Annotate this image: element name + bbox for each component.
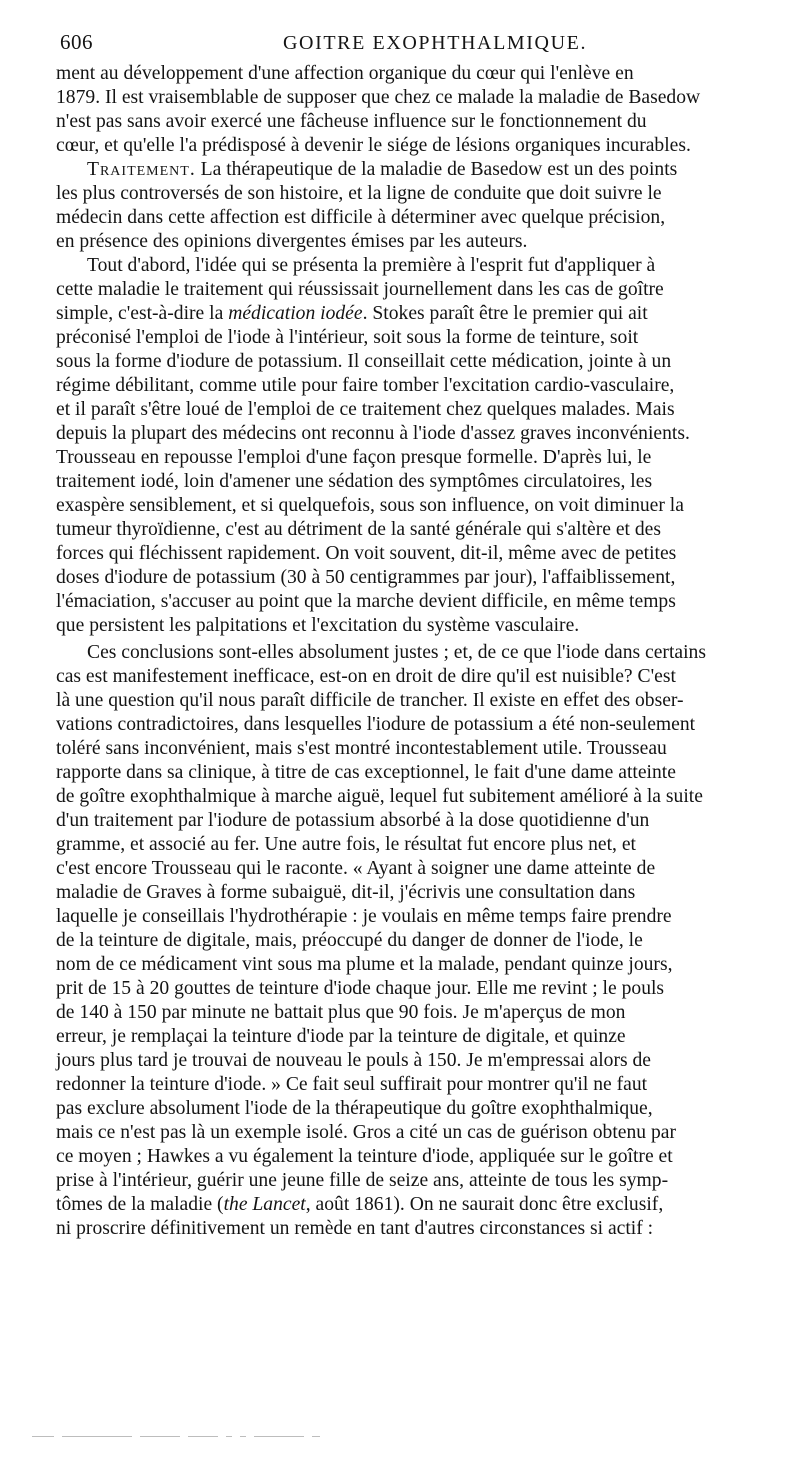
text-line bbox=[56, 62, 748, 86]
line-text: laquelle je conseillais l'hydrothérapie : je voulais en même temps faire prendre bbox=[56, 906, 672, 927]
text-line bbox=[56, 110, 748, 134]
line-text: La thérapeutique de la maladie de Basedow est un des points bbox=[195, 159, 678, 180]
line-text: n'est pas sans avoir exercé une fâcheuse influence sur le fonctionnement du bbox=[56, 111, 647, 132]
running-title: GOITRE EXOPHTHALMIQUE. bbox=[283, 32, 588, 54]
line-text: cette maladie le traitement qui réussissait journellement dans les cas de goître bbox=[56, 279, 664, 300]
text-line bbox=[56, 566, 748, 590]
text-line bbox=[56, 905, 748, 929]
line-text: de 140 à 150 par minute ne battait plus que 90 fois. Je m'aperçus de mon bbox=[56, 1002, 626, 1023]
line-text-continued: , août 1861). On ne saurait donc être exclusif, bbox=[305, 1194, 664, 1215]
line-text: cas est manifestement inefficace, est-on en droit de dire qu'il est nuisible? C'est bbox=[56, 666, 676, 687]
text-line bbox=[56, 1145, 748, 1169]
line-text: maladie de Graves à forme subaiguë, dit-il, j'écrivis une consultation dans bbox=[56, 882, 636, 903]
line-text: ce moyen ; Hawkes a vu également la teinture d'iode, appliquée sur le goître et bbox=[56, 1146, 673, 1167]
text-line bbox=[56, 1025, 748, 1049]
line-text: médecin dans cette affection est difficile à déterminer avec quelque précision, bbox=[56, 207, 666, 228]
line-text: Trousseau en repousse l'emploi d'une façon presque formelle. D'après lui, le bbox=[56, 447, 652, 468]
text-line bbox=[56, 158, 748, 182]
line-text: 1879. Il est vraisemblable de supposer que chez ce malade la maladie de Basedow bbox=[56, 87, 701, 108]
line-text: erreur, je remplaçai la teinture d'iode par la teinture de digitale, et quinze bbox=[56, 1026, 626, 1047]
line-text: nom de ce médicament vint sous ma plume et la malade, pendant quinze jours, bbox=[56, 954, 673, 975]
line-text: ni proscrire définitivement un remède en tant d'autres circonstances si actif : bbox=[56, 1218, 654, 1239]
text-line bbox=[56, 1001, 748, 1025]
body-text bbox=[56, 62, 748, 1241]
text-line bbox=[56, 446, 748, 470]
text-line bbox=[56, 929, 748, 953]
text-line bbox=[56, 737, 748, 761]
text-line bbox=[56, 254, 748, 278]
line-text: traitement iodé, loin d'amener une sédation des symptômes circulatoires, les bbox=[56, 471, 653, 492]
text-line bbox=[56, 86, 748, 110]
text-line bbox=[56, 1169, 748, 1193]
text-line bbox=[56, 1121, 748, 1145]
text-line bbox=[56, 590, 748, 614]
line-text: simple, c'est-à-dire la bbox=[56, 303, 229, 324]
line-text: que persistent les palpitations et l'excitation du système vasculaire. bbox=[56, 615, 580, 636]
line-text: les plus controversés de son histoire, et la ligne de conduite que doit suivre le bbox=[56, 183, 662, 204]
line-text: exaspère sensiblement, et si quelquefois, sous son influence, on voit diminuer la bbox=[56, 495, 684, 516]
scan-artifact-rule bbox=[32, 1433, 732, 1439]
line-text: forces qui fléchissent rapidement. On voit souvent, dit-il, même avec de petites bbox=[56, 543, 677, 564]
line-text: rapporte dans sa clinique, à titre de cas exceptionnel, le fait d'une dame atteinte bbox=[56, 762, 676, 783]
section-lead: Traitement. bbox=[87, 159, 196, 180]
text-line bbox=[56, 881, 748, 905]
italic-text: the Lancet bbox=[223, 1194, 306, 1215]
line-text: c'est encore Trousseau qui le raconte. « Ayant à soigner une dame atteinte de bbox=[56, 858, 656, 879]
text-line bbox=[56, 278, 748, 302]
text-line bbox=[56, 614, 748, 638]
text-line bbox=[56, 665, 748, 689]
text-line bbox=[56, 326, 748, 350]
text-line bbox=[56, 1217, 748, 1241]
line-text: tômes de la maladie ( bbox=[56, 1194, 224, 1215]
text-line bbox=[56, 641, 748, 665]
line-text: cœur, et qu'elle l'a prédisposé à devenir le siége de lésions organiques incurables. bbox=[56, 135, 691, 156]
line-text: régime débilitant, comme utile pour faire tomber l'excitation cardio-vasculaire, bbox=[56, 375, 675, 396]
text-line bbox=[56, 1097, 748, 1121]
line-text-continued: . Stokes paraît être le premier qui ait bbox=[362, 303, 648, 324]
line-text: Ces conclusions sont-elles absolument justes ; et, de ce que l'iode dans certains bbox=[87, 642, 706, 663]
line-text: préconisé l'emploi de l'iode à l'intérieur, soit sous la forme de teinture, soit bbox=[56, 327, 639, 348]
line-text: ment au développement d'une affection organique du cœur qui l'enlève en bbox=[56, 63, 634, 84]
line-text: d'un traitement par l'iodure de potassium absorbé à la dose quotidienne d'un bbox=[56, 810, 650, 831]
text-line bbox=[56, 374, 748, 398]
text-line bbox=[56, 494, 748, 518]
line-text: depuis la plupart des médecins ont reconnu à l'iode d'assez graves inconvénients. bbox=[56, 423, 690, 444]
line-text: gramme, et associé au fer. Une autre fois, le résultat fut encore plus net, et bbox=[56, 834, 636, 855]
line-text: vations contradictoires, dans lesquelles l'iodure de potassium a été non-seulement bbox=[56, 714, 696, 735]
line-text: tumeur thyroïdienne, c'est au détriment de la santé générale qui s'altère et des bbox=[56, 519, 661, 540]
text-line bbox=[56, 809, 748, 833]
text-line bbox=[56, 134, 748, 158]
line-text: en présence des opinions divergentes émises par les auteurs. bbox=[56, 231, 528, 252]
line-text: prise à l'intérieur, guérir une jeune fille de seize ans, atteinte de tous les symp- bbox=[56, 1170, 669, 1191]
line-text: l'émaciation, s'accuser au point que la marche devient difficile, en même temps bbox=[56, 591, 676, 612]
text-line bbox=[56, 953, 748, 977]
line-text: sous la forme d'iodure de potassium. Il conseillait cette médication, jointe à un bbox=[56, 351, 672, 372]
line-text: de la teinture de digitale, mais, préoccupé du danger de donner de l'iode, le bbox=[56, 930, 643, 951]
text-line bbox=[56, 302, 748, 326]
line-text: là une question qu'il nous paraît difficile de trancher. Il existe en effet des obser- bbox=[56, 690, 684, 711]
text-line bbox=[56, 350, 748, 374]
line-text: Tout d'abord, l'idée qui se présenta la première à l'esprit fut d'appliquer à bbox=[87, 255, 656, 276]
line-text: redonner la teinture d'iode. » Ce fait seul suffirait pour montrer qu'il ne faut bbox=[56, 1074, 648, 1095]
text-line bbox=[56, 1049, 748, 1073]
line-text: prit de 15 à 20 gouttes de teinture d'iode chaque jour. Elle me revint ; le pouls bbox=[56, 978, 665, 999]
text-line bbox=[56, 518, 748, 542]
line-text: de goître exophthalmique à marche aiguë, lequel fut subitement amélioré à la suite bbox=[56, 786, 703, 807]
text-line bbox=[56, 1073, 748, 1097]
page-number: 606 bbox=[60, 30, 93, 54]
line-text: jours plus tard je trouvai de nouveau le pouls à 150. Je m'empressai alors de bbox=[56, 1050, 652, 1071]
page-header bbox=[58, 30, 748, 60]
text-line bbox=[56, 206, 748, 230]
text-line bbox=[56, 398, 748, 422]
text-line bbox=[56, 761, 748, 785]
text-line bbox=[56, 422, 748, 446]
text-line bbox=[56, 689, 748, 713]
text-line bbox=[56, 833, 748, 857]
italic-text: médication iodée bbox=[228, 303, 363, 324]
text-line bbox=[56, 182, 748, 206]
text-line bbox=[56, 785, 748, 809]
line-text: toléré sans inconvénient, mais s'est montré incontestablement utile. Trousseau bbox=[56, 738, 667, 759]
text-line bbox=[56, 542, 748, 566]
text-line bbox=[56, 977, 748, 1001]
text-line bbox=[56, 1193, 748, 1217]
text-line bbox=[56, 713, 748, 737]
line-text: pas exclure absolument l'iode de la thérapeutique du goître exophthalmique, bbox=[56, 1098, 653, 1119]
line-text: mais ce n'est pas là un exemple isolé. Gros a cité un cas de guérison obtenu par bbox=[56, 1122, 676, 1143]
text-line bbox=[56, 470, 748, 494]
text-line bbox=[56, 230, 748, 254]
line-text: et il paraît s'être loué de l'emploi de ce traitement chez quelques malades. Mais bbox=[56, 399, 675, 420]
text-line bbox=[56, 857, 748, 881]
line-text: doses d'iodure de potassium (30 à 50 centigrammes par jour), l'affaiblissement, bbox=[56, 567, 676, 588]
